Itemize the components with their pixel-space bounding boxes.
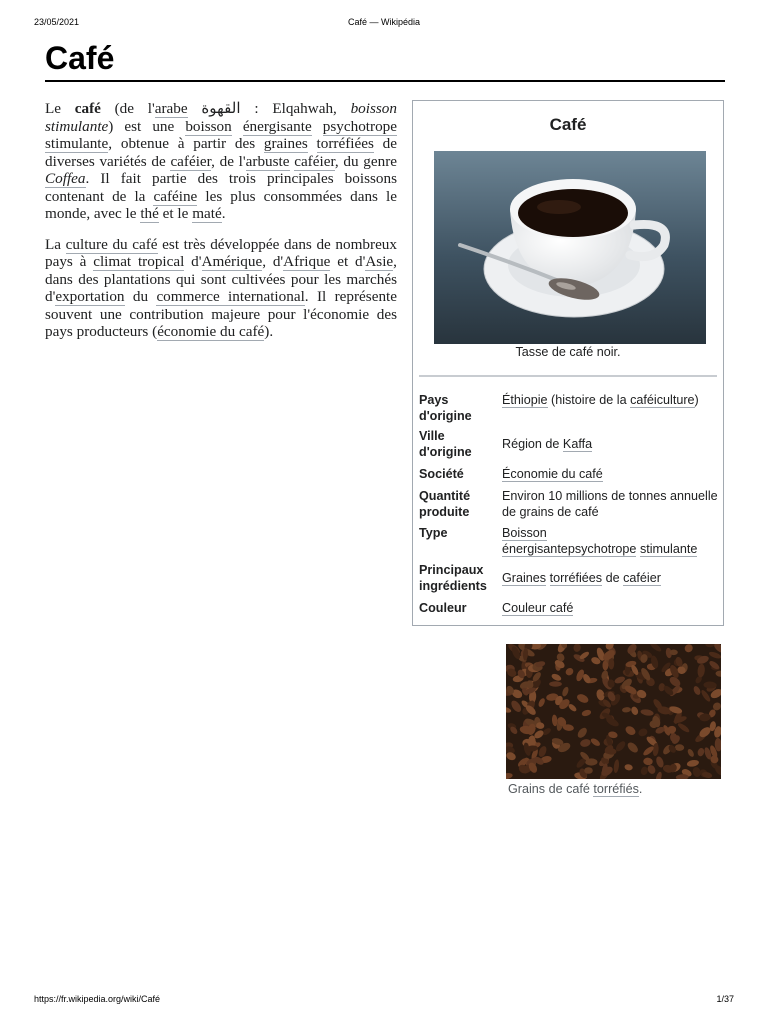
link-cafeier[interactable]: caféier [170, 152, 212, 170]
page-title: Café [45, 40, 115, 76]
beans-image-caption [508, 782, 723, 796]
link-stimulante[interactable]: stimulante [45, 135, 109, 152]
text: d' [184, 253, 202, 270]
print-page-number: 1/37 [716, 994, 734, 1004]
text: (de l' [100, 100, 155, 117]
intro-paragraph [45, 100, 397, 223]
text [312, 118, 323, 135]
coffee-cup-illustration [434, 151, 706, 344]
coffee-cup-image[interactable] [434, 151, 706, 344]
text: Région de [502, 437, 563, 451]
text: du [124, 288, 157, 305]
text: les plus consommées dans le monde, avec le [45, 187, 397, 222]
link-stimulante[interactable]: stimulante [639, 542, 698, 556]
text: . [221, 205, 226, 222]
row-label: Société [419, 467, 464, 481]
coffee-beans-image[interactable] [506, 644, 721, 779]
print-date: 23/05/2021 [34, 17, 80, 27]
text: de [602, 571, 624, 585]
link-cafeine[interactable]: caféine [153, 187, 198, 205]
italic-gloss: boisson stimulante [45, 100, 397, 135]
text: , du genre [334, 152, 398, 170]
article-body [45, 100, 397, 354]
link-psychotrope[interactable]: psychotrope [567, 542, 637, 556]
term-bold: café [74, 100, 101, 117]
row-value [502, 600, 722, 616]
text: et le [158, 205, 193, 222]
link-torrefiees[interactable]: torréfiées [549, 571, 603, 585]
infobox [412, 100, 724, 626]
row-value [502, 392, 722, 408]
text: Le [45, 100, 75, 117]
row-label: Pays d'origine [419, 393, 472, 423]
text: . Il fait partie des trois principales boissons contenant de la [45, 170, 397, 205]
link-torrefies[interactable]: torréfiés [593, 782, 639, 796]
text [308, 135, 317, 152]
text: ) [694, 393, 699, 407]
link-economie-du-cafe[interactable]: économie du café [157, 323, 265, 340]
link-asie[interactable]: Asie [365, 253, 394, 270]
link-psychotrope[interactable]: psychotrope [322, 117, 397, 135]
link-mate[interactable]: maté [192, 205, 222, 222]
infobox-title: Café [549, 115, 587, 134]
text: est très développée dans de nombreux pays à [45, 235, 397, 270]
link-exportation[interactable]: exportation [55, 288, 125, 305]
row-label: Principaux ingrédients [419, 563, 487, 593]
row-value: Environ 10 millions de tonnes annuelle de grains de café [502, 489, 718, 519]
link-arbuste[interactable]: arbuste [245, 152, 290, 170]
text: Grains de café [508, 782, 594, 796]
link-culture-du-cafe[interactable]: culture du café [65, 235, 158, 253]
row-label: Quantité produite [419, 489, 471, 519]
link-torrefiees[interactable]: torréfiées [316, 135, 374, 152]
row-value [502, 525, 722, 557]
row-label: Ville d'origine [419, 429, 472, 459]
infobox-image-caption: Tasse de café noir. [515, 345, 621, 359]
link-the[interactable]: thé [140, 205, 159, 222]
link-afrique[interactable]: Afrique [283, 253, 331, 270]
text: . Il représente souvent une contribution majeure pour l'économie des pays producteurs ( [45, 288, 397, 340]
link-commerce-international[interactable]: commerce international [156, 288, 305, 305]
link-climat-tropical[interactable]: climat tropical [93, 253, 185, 270]
print-url: https://fr.wikipedia.org/wiki/Café [34, 994, 161, 1004]
print-document-title: Café — Wikipédia [347, 17, 421, 27]
link-economie-du-cafe[interactable]: Économie du café [502, 467, 603, 481]
link-ethiopie[interactable]: Éthiopie [502, 393, 548, 407]
link-energisante[interactable]: énergisante [242, 117, 312, 135]
row-label: Couleur [419, 601, 467, 615]
link-energisante[interactable]: énergisante [502, 542, 568, 556]
row-value [502, 436, 722, 452]
link-cafeier-2[interactable]: caféier [294, 152, 335, 170]
text: , obtenue à partir des [108, 135, 264, 152]
text: . [638, 782, 643, 796]
row-value [502, 466, 722, 482]
link-graines[interactable]: graines [263, 135, 308, 152]
link-boisson[interactable]: boisson [185, 117, 232, 135]
link-kaffa[interactable]: Kaffa [562, 437, 593, 451]
link-cafeiculture[interactable]: caféiculture [630, 393, 695, 407]
link-graines[interactable]: Graines [502, 571, 547, 585]
row-value [502, 570, 722, 586]
culture-paragraph [45, 236, 397, 341]
text: , dans des plantations qui sont cultivées pour les marchés d' [45, 253, 397, 305]
row-label: Type [419, 526, 448, 540]
print-header [34, 17, 734, 29]
text: de diverses variétés de [45, 135, 397, 170]
text: La [45, 235, 66, 253]
text: (histoire de la [547, 393, 631, 407]
link-couleur-cafe[interactable]: Couleur café [502, 601, 574, 615]
text: القهوة : Elqahwah, [187, 100, 351, 117]
coffee-beans-illustration [506, 644, 721, 779]
text: , de l' [211, 152, 246, 170]
infobox-divider [419, 375, 717, 377]
text: ). [264, 323, 274, 340]
text: ) est une [108, 117, 186, 135]
link-arabe[interactable]: arabe [154, 100, 188, 117]
text: , d' [262, 253, 284, 270]
link-boisson[interactable]: Boisson [502, 526, 547, 540]
title-divider [45, 80, 725, 82]
link-cafeier[interactable]: caféier [623, 571, 661, 585]
link-amerique[interactable]: Amérique [201, 253, 263, 270]
link-coffea[interactable]: Coffea [45, 170, 86, 187]
text: et d' [330, 253, 366, 270]
text [232, 118, 243, 135]
print-footer [34, 994, 734, 1006]
